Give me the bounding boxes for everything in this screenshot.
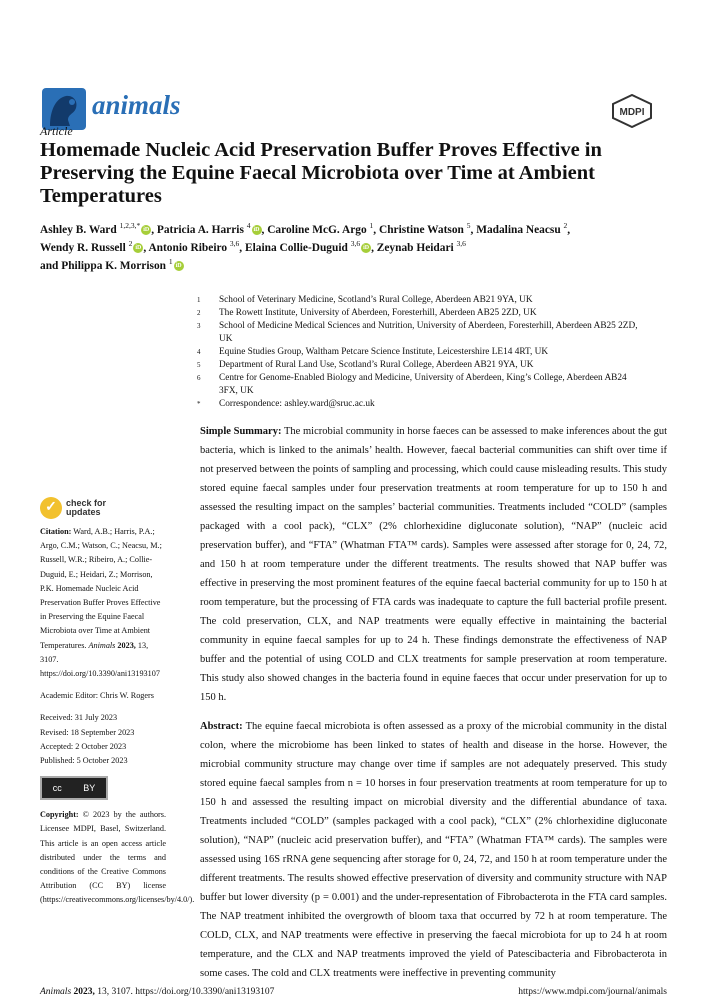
cc-by-license-icon[interactable] [40, 776, 108, 800]
author-affiliation-marker: 3,6 [456, 239, 466, 249]
author-affiliation-marker: 1 [168, 257, 173, 267]
mdpi-logo-text: MDPI [619, 107, 645, 118]
orcid-icon[interactable]: iD [253, 227, 260, 234]
author-name[interactable]: Philippa K. Morrison [61, 260, 166, 272]
date-revised: Revised: 18 September 2023 [40, 727, 135, 737]
footer-journal-link[interactable]: https://www.mdpi.com/journal/animals [518, 987, 667, 997]
copyright-text: © 2023 by the authors. Licensee MDPI, Basel, Switzerland. This article is an open access article distributed under the terms and conditions of the Creative Commons Attribution (CC BY) license (https://creativecommons.org/licenses/by/4.0/). [40, 810, 195, 905]
orcid-icon[interactable]: iD [143, 227, 150, 234]
simple-summary-label: Simple Summary: [200, 426, 282, 437]
copyright-label: Copyright: [40, 810, 79, 820]
affiliation-text: School of Medicine Medical Sciences and Nutrition, University of Aberdeen, Foresterhill, Aberdeen AB25 2ZD, UK [219, 321, 638, 344]
affiliation-text: School of Veterinary Medicine, Scotland’s Rural College, Aberdeen AB21 9YA, UK [219, 295, 533, 305]
author-affiliation-marker: 3,6 [350, 239, 361, 249]
author-affiliation-marker: 5 [466, 221, 471, 231]
author-name[interactable]: Patricia A. Harris [156, 224, 244, 236]
affiliation-number: 2 [197, 309, 201, 317]
author-name[interactable]: Christine Watson [378, 224, 464, 236]
abstract-text: The equine faecal microbiota is often assessed as a proxy of the microbial community in the distal colon, where the microbiome has been linked to states of health and disease in the horse. However, the microbial community structure may change over time if samples are not adequately preserved. This study stored equine faecal samples from n = 10 horses in four preservation treatments at room temperature for up to 150 h and assessed the resulting impact on microbial diversity and the differential abundance of taxa. Treatments included “COLD” (samples packaged with a cool pack), “CLX” (2% chlorhexidine digluconate solution), “NAP” (nucleic acid preservation buffer), and “FTA” (Whatman FTA™ cards). The samples were assessed using 16S rRNA gene sequencing after storage for 0, 24, 72, and 150 h at room temperature under the different treatments. The results showed effective preservation of diversity and community structure with NAP buffer but lower diversity (p = 0.001) and the under-representation of Fibrobacterota in the FTA card samples. The NAP treatment inhibited the overgrowth of bloom taxa that occurred by 72 h at room temperature. The COLD, CLX, and NAP treatments were effective in preserving the faecal microbiota for up to 24 h at room temperature, and the CLX and NAP treatments improved the yield of Patescibacteria and Fibrobacterota in some cases. The cold and CLX treatments were ineffective in preventing community [200, 721, 668, 979]
paper-title: Homemade Nucleic Acid Preservation Buffer Proves Effective in Preserving the Equine Faecal Microbiota over Time at Ambient Temperatures [40, 139, 602, 207]
affiliation-item [197, 372, 647, 398]
affiliation-number: 5 [197, 361, 201, 369]
citation-text: Ward, A.B.; Harris, P.A.; Argo, C.M.; Watson, C.; Neacsu, M.; Russell, W.R.; Ribeiro, A.; Collie-Duguid, E.; Heidari, Z.; Morrison, P.K. Homemade Nucleic Acid Preservation Buffer Proves Effective in Preserving the Equine Faecal Microbiota over Time at Ambient Temperatures. [40, 527, 162, 650]
orcid-icon[interactable]: iD [175, 263, 182, 270]
page-footer [40, 986, 667, 998]
affiliation-text: The Rowett Institute, University of Aberdeen, Foresterhill, Aberdeen AB25 2ZD, UK [219, 308, 537, 318]
citation-doi-link[interactable]: 13, 3107. https://doi.org/10.3390/ani13193107 [40, 640, 160, 679]
main-text [200, 422, 667, 993]
citation-journal: Animals [88, 640, 116, 650]
mdpi-logo-icon [612, 94, 652, 128]
checkmark-icon: ✓ [40, 497, 62, 519]
journal-name: animals [92, 90, 181, 120]
author-affiliation-marker: 4 [246, 221, 251, 231]
affiliation-number: 1 [197, 296, 201, 304]
simple-summary [200, 422, 667, 707]
abstract [200, 717, 667, 983]
footer-citation [40, 986, 274, 998]
copyright [40, 808, 195, 907]
author-list: Ashley B. Ward $^{1,2,3,*}$iD , Patricia A. Harris $^4$iD , Caroline McG. Argo $^1$, Christine Watson $^5$, Madalina Neacsu $^2$, Wendy R. Russell $^2$iD , Antonio Ribeiro $^{3,6}$, Elaina Collie-Duguid $^{3,6}$iD , Zeynab Heidari $^{3,6}$ and Philippa K. Morrison $^1$iD [40, 221, 571, 272]
footer-journal: Animals [40, 987, 72, 997]
author-affiliation-marker: 2 [128, 239, 133, 249]
article-type: Article [40, 124, 73, 138]
sidebar [40, 497, 195, 916]
affiliation-item [197, 294, 647, 307]
citation-label: Citation: [40, 527, 72, 536]
date-published: Published: 5 October 2023 [40, 756, 128, 766]
author-name[interactable]: Antonio Ribeiro [148, 242, 228, 254]
author-affiliation-marker: 3,6 [229, 239, 240, 249]
affiliation-item [197, 320, 647, 346]
affiliations [197, 294, 647, 411]
authors-and: and [40, 260, 59, 272]
check-for-updates-button[interactable] [40, 497, 166, 519]
check-updates-line1: check for [66, 498, 107, 508]
simple-summary-text: The microbial community in horse faeces can be assessed to make inferences about the gut bacteria, which is linked to the animals’ health. However, faecal bacterial communities can shift over time if not preserved between the points of sampling and processing, which could cause misleading results. This study stored equine faecal samples under four preservation treatments at room temperature for up to 150 h and assessed the resulting impact on the samples’ bacterial communities. Treatments included “COLD” (samples packaged with a cool pack), “CLX” (2% chlorhexidine digluconate solution), “NAP” (nucleic acid preservation buffer), and “FTA” (Whatman FTA™ cards). Samples were assessed after storage for 0, 24, 72, and 150 h at room temperature under the different treatments. The results showed that NAP buffer was effective in preserving the most prominent features of the equine faecal bacterial community for up to 150 h at room temperature, but the processing of FTA cards was inadequate to capture the full bacterial profile present. The cold preservation, CLX, and NAP treatments were equally effective in maintaining the bacterial community in equine faecal samples for up to 24 h. These findings demonstrate the effectiveness of NAP buffer and the potential of using COLD and CLX treatments for sample preservation at room temperature. This study also showed changes in the bacteria found in equine faeces that occur under preservation for up to 150 h. [200, 426, 667, 703]
date-accepted: Accepted: 2 October 2023 [40, 741, 127, 751]
by-label: BY [83, 783, 96, 794]
affiliation-number: * [197, 400, 201, 408]
affiliation-item [197, 398, 647, 411]
affiliation-item [197, 307, 647, 320]
author-name[interactable]: Caroline McG. Argo [267, 224, 367, 236]
date-received: Received: 31 July 2023 [40, 713, 118, 723]
affiliation-number: 4 [197, 348, 201, 356]
affiliation-item [197, 359, 647, 372]
cc-label: cc [52, 783, 62, 794]
affiliation-item [197, 346, 647, 359]
academic-editor: Academic Editor: Chris W. Rogers [40, 691, 154, 701]
author-affiliation-marker: 2 [563, 221, 568, 231]
author-name[interactable]: Ashley B. Ward [40, 224, 117, 236]
dates [40, 711, 166, 768]
author-name[interactable]: Elaina Collie-Duguid [244, 242, 348, 254]
author-name[interactable]: Wendy R. Russell [40, 242, 126, 254]
affiliation-text: Equine Studies Group, Waltham Petcare Science Institute, Leicestershire LE14 4RT, UK [219, 347, 549, 357]
citation [40, 525, 166, 681]
affiliation-number: 3 [197, 322, 201, 330]
abstract-label: Abstract: [200, 721, 243, 732]
author-affiliation-marker: 1 [369, 221, 374, 231]
orcid-icon[interactable]: iD [363, 245, 370, 252]
citation-year: 2023, [117, 640, 136, 650]
author-name[interactable]: Madalina Neacsu [476, 224, 561, 236]
affiliation-text: Correspondence: ashley.ward@sruc.ac.uk [219, 399, 375, 409]
footer-doi-link[interactable]: 13, 3107. https://doi.org/10.3390/ani13193107 [97, 987, 275, 997]
check-updates-line2: updates [66, 507, 101, 517]
footer-year: 2023, [73, 987, 95, 997]
author-name[interactable]: Zeynab Heidari [376, 242, 454, 254]
orcid-icon[interactable]: iD [135, 245, 142, 252]
author-affiliation-marker: 1,2,3,* [119, 221, 141, 231]
affiliation-number: 6 [197, 374, 201, 382]
affiliation-text: Department of Rural Land Use, Scotland’s Rural College, Aberdeen AB21 9YA, UK [219, 360, 534, 370]
affiliation-text: Centre for Genome-Enabled Biology and Medicine, University of Aberdeen, King’s College, Aberdeen AB24 3FX, UK [219, 373, 627, 396]
